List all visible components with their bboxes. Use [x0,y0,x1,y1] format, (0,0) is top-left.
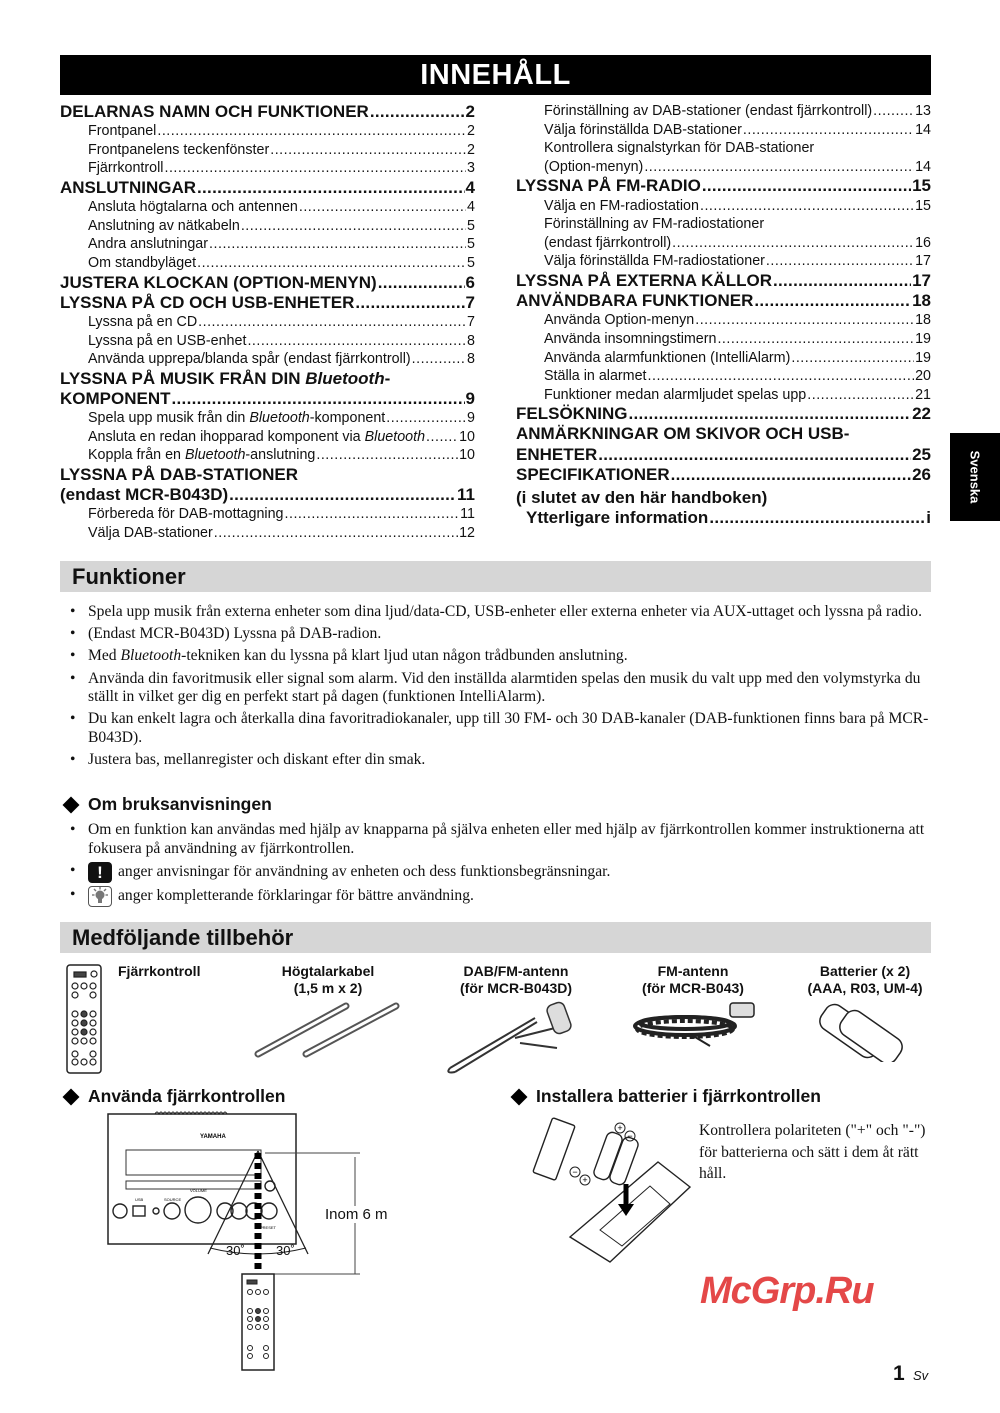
toc-entry-title [516,488,767,508]
toc-page-number: 8 [467,351,475,368]
toc-entry-link[interactable] [516,121,931,140]
subheading-install-batteries [510,1086,821,1107]
toc-entry-title [544,252,765,271]
watermark: McGrp.Ru [700,1270,874,1312]
toc-page-number: 3 [467,160,475,177]
text-segment: Ansluta en redan ihopparad komponent via [88,428,365,445]
toc-entry-link[interactable] [516,465,931,485]
text-segment: Använda upprepa/blanda spår (endast fjärrkontroll) [88,351,411,368]
toc-entry-title [516,424,849,444]
minus-sign: − [572,1167,578,1177]
toc-entry-title [516,404,627,424]
text-segment: Justera bas, mellanregister och diskant efter din smak. [88,751,426,769]
dot-leader [197,254,466,273]
minus-sign: − [627,1131,633,1141]
toc-page-number: 21 [915,386,931,403]
toc-entry-title [60,178,196,198]
text-segment: Använda insomningstimern [544,330,717,347]
toc-page-number: 14 [915,121,931,138]
toc-entry-title [544,121,742,140]
dot-leader [766,252,914,271]
dot-leader [807,386,914,405]
notice-explanation: anger anvisningar för användning av enheten och dess funktionsbegränsningar. [118,862,611,880]
page-title: INNEHÅLL [60,55,931,95]
dot-leader [299,198,466,217]
hint-explanation: anger kompletterande förklaringar för bättre användning. [118,887,474,905]
dot-leader [709,508,925,528]
toc-entry-link[interactable] [60,273,475,293]
toc-entry-link[interactable] [516,386,931,405]
toc-entry-title [88,505,284,524]
dot-leader [378,273,465,293]
text-segment: Välja förinställda FM-radiostationer [544,253,765,270]
toc-page-number: 18 [912,291,931,311]
toc-entry-link[interactable] [516,404,931,424]
text-segment: Spela upp musik från din [88,410,250,427]
text-segment: (endast fjärrkontroll) [544,234,672,251]
toc-entry-link[interactable] [60,159,475,178]
text-segment: Förinställning av DAB-stationer (endast fjärrkontroll) [544,103,873,119]
text-segment: Välja en FM-radiostation [544,197,699,214]
dab-fm-antenna-illustration [445,998,585,1078]
text-segment: Bluetooth [120,647,182,665]
distance-label: Inom 6 m [325,1206,388,1223]
bruksanvisningen-list [68,821,934,911]
toc-entry-title [60,273,377,293]
dot-leader [197,178,465,198]
text-segment: Välja DAB-stationer [88,524,213,541]
toc-entry-title [544,367,647,386]
toc-entry-link[interactable] [60,293,475,313]
text-segment: Anslutning av nätkabeln [88,217,240,234]
toc-entry-title [88,254,196,273]
toc-entry-link[interactable] [516,271,931,291]
toc-entry-title [60,293,354,313]
text-segment: Koppla från en [88,447,185,464]
text-segment: JUSTERA KLOCKAN (OPTION-MENYN) [60,272,377,292]
toc-entry-title [88,446,315,465]
toc-page-number: 17 [915,253,931,270]
notice-icon: ! [88,862,112,883]
toc-entry-link[interactable] [60,389,475,409]
dot-leader [285,505,460,524]
toc-entry-link[interactable] [516,158,931,177]
toc-page-number: 5 [467,236,475,253]
toc-entry-line [60,369,475,389]
text-segment: DELARNAS NAMN OCH FUNKTIONER [60,102,369,121]
text-segment: -anslutning [245,447,316,464]
battery-installation-illustration [530,1112,695,1272]
subheading-remote-use [62,1086,285,1107]
dot-leader [316,446,458,465]
text-segment: Förinställning av FM-radiostationer [544,216,765,233]
text-segment: Använda alarmfunktionen (IntelliAlarm) [544,349,791,366]
language-side-tab-label: Svenska [967,450,983,504]
text-segment: Bluetooth [364,428,426,445]
toc-entry-link[interactable] [60,524,475,543]
list-item [68,670,934,707]
text-segment: (i slutet av den här handboken) [516,488,768,508]
text-segment: LYSSNA PÅ MUSIK FRÅN DIN [60,368,306,388]
toc-page-number: 4 [465,177,475,197]
toc-entry-title [88,524,213,543]
dot-leader [370,102,465,122]
toc-page-number: 16 [915,234,931,251]
text-segment: Förbereda för DAB-mottagning [88,506,284,523]
dot-leader [412,350,466,369]
toc-entry-title [544,102,872,121]
subheading-text: Använda fjärrkontrollen [88,1086,286,1106]
dot-leader [754,291,911,311]
toc-entry-line [516,215,931,234]
toc-entry-title [88,122,156,141]
volume-label: VOLUME [190,1188,207,1193]
dot-leader [355,293,464,313]
toc-entry-title [88,313,197,332]
diamond-bullet-icon [63,1088,80,1105]
toc-page-number: 5 [467,217,475,234]
toc-entry-link[interactable] [60,428,475,447]
toc-page-number: 10 [459,428,475,445]
toc-page-number: 11 [460,506,475,523]
dot-leader [426,428,458,447]
toc-page-number: 2 [467,141,475,158]
dot-leader [628,404,911,424]
section-heading-tillbehor: Medföljande tillbehör [60,922,931,953]
text-segment: ANVÄNDBARA FUNKTIONER [516,291,754,311]
toc-entry-title [60,389,171,409]
toc-entry-title [516,465,670,485]
toc-entry-line [516,424,931,444]
text-segment: LYSSNA PÅ FM-RADIO [516,176,701,196]
dot-leader [598,445,911,465]
dot-leader [157,122,466,141]
toc-entry-title [516,176,701,196]
text-segment: (Option-menyn) [544,158,644,175]
dot-leader [695,311,914,330]
toc-entry-line [516,488,931,508]
toc-entry-title [88,409,385,428]
toc-page-number: 7 [467,313,475,330]
toc-entry-title [60,369,390,389]
toc-page-number: 18 [915,312,931,329]
text-segment: Använda din favoritmusik eller signal som alarm. Vid den inställda alarmtiden spelas den musik du valt upp med den volymstyrka du ställt in vilket ger dig en perfekt start på dagen (funktionen IntelliAlarm). [88,669,921,706]
text-segment: Frontpanel [88,123,157,140]
toc-entry-title [88,159,163,178]
page-number: 1 [893,1362,905,1385]
toc-entry-title [88,428,425,447]
plus-sign: + [582,1175,588,1185]
toc-page-number: 25 [912,444,931,464]
toc-page-number: 7 [465,292,475,312]
remote-control-illustration [66,964,104,1076]
text-segment: Om standbyläget [88,254,197,271]
toc-page-number: 15 [915,197,931,214]
text-segment: Du kan enkelt lagra och återkalla dina favoritradiokanaler, upp till 30 FM- och 30 DAB-kanaler (DAB-funktionen finns bara på MCR-B043D). [88,710,929,746]
toc-entry-link[interactable] [516,330,931,349]
text-segment: -komponent [309,410,386,427]
text-segment: Bluetooth [184,447,246,464]
text-segment: -tekniken kan du lyssna på klart ljud utan någon trådbunden anslutning. [181,647,628,665]
dot-leader [873,102,914,121]
toc-entry-line [60,465,475,485]
dot-leader [773,271,911,291]
battery-polarity-note: Kontrollera polariteten ("+" och "-") för batterierna och sätt i dem åt rätt håll. [699,1122,926,1182]
toc-page-number: 22 [912,404,931,424]
toc-page-number: 19 [915,349,931,366]
text-segment: Ställa in alarmet [544,368,647,385]
toc-entry-link[interactable] [60,409,475,428]
dot-leader [164,159,466,178]
list-item [68,710,934,747]
text-segment: Lyssna på en USB-enhet [88,332,247,349]
text-segment: Frontpanelens teckenfönster [88,141,270,158]
toc-entry-title [60,102,369,122]
text-segment: FELSÖKNING [516,404,628,424]
toc-entry-title [544,234,671,253]
dot-leader [229,485,456,505]
toc-page-number: 10 [459,447,475,464]
accessory-label-fm-antenna: FM-antenn (för MCR-B043) [642,963,744,996]
toc-entry-link[interactable] [60,446,475,465]
speaker-cable-illustration [250,998,410,1062]
toc-entry-title [544,386,806,405]
toc-page-number: 15 [912,176,931,196]
dot-leader [648,367,915,386]
toc-entry-title [544,215,764,234]
toc-entry-title [544,197,699,216]
toc-entry-link[interactable] [60,102,475,122]
source-label: SOURCE [164,1197,182,1202]
toc-entry-link[interactable] [60,235,475,254]
funktioner-list [68,603,934,773]
toc-entry-title [544,349,790,368]
toc-page-number: 9 [465,388,475,408]
toc-page-number: 20 [915,368,931,385]
toc-entry-title [544,311,694,330]
toc-entry-line [516,139,931,158]
toc-entry-link[interactable] [60,178,475,198]
dot-leader [241,217,466,236]
dot-leader [172,389,465,409]
text-segment: - [384,368,391,388]
dot-leader [791,349,914,368]
toc-right-column [516,102,931,528]
list-item [68,647,934,666]
toc-entry-title [544,158,643,177]
toc-entry-title [516,291,753,311]
dot-leader [247,332,466,351]
toc-left-column [60,102,475,542]
toc-entry-link[interactable] [516,291,931,311]
text-segment: Välja förinställda DAB-stationer [544,121,742,138]
hint-lightbulb-icon [88,886,112,907]
text-segment: Andra anslutningar [88,236,209,253]
subheading-text: Installera batterier i fjärrkontrollen [536,1086,821,1106]
toc-entry-link[interactable] [516,102,931,121]
toc-page-number: 26 [912,464,931,484]
dot-leader [198,313,466,332]
toc-entry-link[interactable] [60,198,475,217]
remote-range-diagram [100,1108,400,1373]
toc-entry-link[interactable] [516,367,931,386]
toc-entry-link[interactable] [516,197,931,216]
dot-leader [209,235,466,254]
text-segment: Funktioner medan alarmljudet spelas upp [544,386,807,403]
text-segment: Med [88,647,121,665]
toc-page-number: 2 [465,102,475,121]
text-segment: Använda Option-menyn [544,312,695,329]
toc-page-number: 11 [457,485,475,505]
toc-page-number: 17 [912,270,931,290]
text-segment: Bluetooth [249,410,310,427]
brand-logo-text: YAMAHA [200,1134,226,1140]
text-segment: Kontrollera signalstyrkan för DAB-stationer [544,140,815,157]
toc-page-number: 12 [459,524,475,541]
toc-entry-link[interactable] [60,505,475,524]
toc-entry-title [88,217,240,236]
section-heading-funktioner: Funktioner [60,561,931,592]
toc-page-number: 6 [465,272,475,292]
toc-page-number: i [926,508,931,528]
dot-leader [702,176,911,196]
list-item [68,603,934,622]
plus-sign: + [617,1123,623,1133]
text-segment: LYSSNA PÅ EXTERNA KÄLLOR [516,270,772,290]
text-segment: Fjärrkontroll [88,160,164,177]
dot-leader [743,121,914,140]
toc-page-number: 19 [915,330,931,347]
text-segment: ENHETER [516,444,598,464]
text-segment: LYSSNA PÅ DAB-STATIONER [60,464,299,484]
text-segment: Spela upp musik från externa enheter som dina ljud/data-CD, USB-enheter eller externa enheter via AUX-uttaget och lyssna på radio. [88,603,922,620]
toc-entry-title [60,485,228,505]
toc-entry-link[interactable] [60,217,475,236]
dot-leader [672,234,914,253]
accessory-label-remote: Fjärrkontroll [118,963,201,979]
diamond-bullet-icon [511,1088,528,1105]
text-segment: Ansluta högtalarna och antennen [88,199,298,216]
dot-leader [270,141,466,160]
toc-entry-title [516,271,772,291]
toc-entry-link[interactable] [60,254,475,273]
toc-entry-link[interactable] [60,313,475,332]
toc-entry-title [544,330,716,349]
text-segment: SPECIFIKATIONER [516,464,670,484]
dot-leader [717,330,914,349]
toc-entry-link[interactable] [60,332,475,351]
toc-entry-link[interactable] [516,311,931,330]
toc-entry-link[interactable] [516,176,931,196]
toc-entry-title [544,139,814,158]
toc-entry-link[interactable] [516,445,931,465]
text-segment: (Endast MCR-B043D) Lyssna på DAB-radion. [88,625,382,643]
text-segment: LYSSNA PÅ CD OCH USB-ENHETER [60,292,355,312]
toc-entry-link[interactable] [60,122,475,141]
list-item [68,751,934,770]
dot-leader [386,409,466,428]
text-segment: ANSLUTNINGAR [60,177,196,197]
accessory-label-batteries: Batterier (x 2) (AAA, R03, UM-4) [807,963,923,996]
list-item [68,886,934,907]
toc-entry-link[interactable] [516,508,931,528]
fm-antenna-illustration [630,998,760,1053]
toc-entry-title [88,332,246,351]
list-item [68,862,934,883]
toc-page-number: 13 [915,103,931,119]
toc-entry-link[interactable] [516,252,931,271]
angle-right-label: 30˚ [276,1243,295,1258]
subheading-bruksanvisningen [62,794,272,815]
accessory-label-dab-fm-antenna: DAB/FM-antenn (för MCR-B043D) [460,963,572,996]
text-segment: Ytterligare information [526,508,709,528]
angle-left-label: 30˚ [226,1243,245,1258]
text-segment: ANMÄRKNINGAR OM SKIVOR OCH USB- [516,424,850,444]
toc-entry-title [88,350,411,369]
text-segment: (endast MCR-B043D) [60,485,229,505]
usb-label: USB [135,1197,144,1202]
text-segment: Bluetooth [305,368,385,388]
batteries-illustration [815,996,915,1062]
toc-page-number: 9 [467,410,475,427]
toc-entry-link[interactable] [60,350,475,369]
list-item: • Om en funktion kan användas med hjälp av knapparna på själva enheten eller med hjälp av fjärrkontrollen kommer instruktionerna att fokusera på användning av fjärrkontrollen. [68,821,934,858]
text-segment: Lyssna på en CD [88,313,198,330]
dot-leader [671,465,911,485]
toc-entry-link[interactable] [516,349,931,368]
toc-page-number: 4 [467,199,475,216]
dot-leader [644,158,914,177]
toc-entry-title [88,141,269,160]
toc-entry-title [526,508,708,528]
dot-leader [214,524,458,543]
toc-page-number: 5 [467,254,475,271]
subheading-text: Om bruksanvisningen [88,794,272,814]
toc-entry-link[interactable] [60,485,475,505]
toc-page-number: 14 [915,158,931,175]
toc-entry-title [516,445,597,465]
toc-entry-link[interactable] [60,141,475,160]
accessory-label-speaker-cable: Högtalarkabel (1,5 m x 2) [281,963,375,996]
list-item [68,625,934,644]
page-language-code: Sv [913,1368,929,1383]
toc-entry-title [88,198,298,217]
toc-page-number: 2 [467,123,475,140]
dot-leader [700,197,914,216]
toc-entry-link[interactable] [516,234,931,253]
toc-entry-title [88,235,208,254]
language-side-tab [950,433,1000,521]
diamond-bullet-icon [63,796,80,813]
toc-entry-title [60,465,298,485]
toc-page-number: 8 [467,332,475,349]
preset-label: PRESET [260,1225,277,1230]
text-segment: KOMPONENT [60,388,171,408]
